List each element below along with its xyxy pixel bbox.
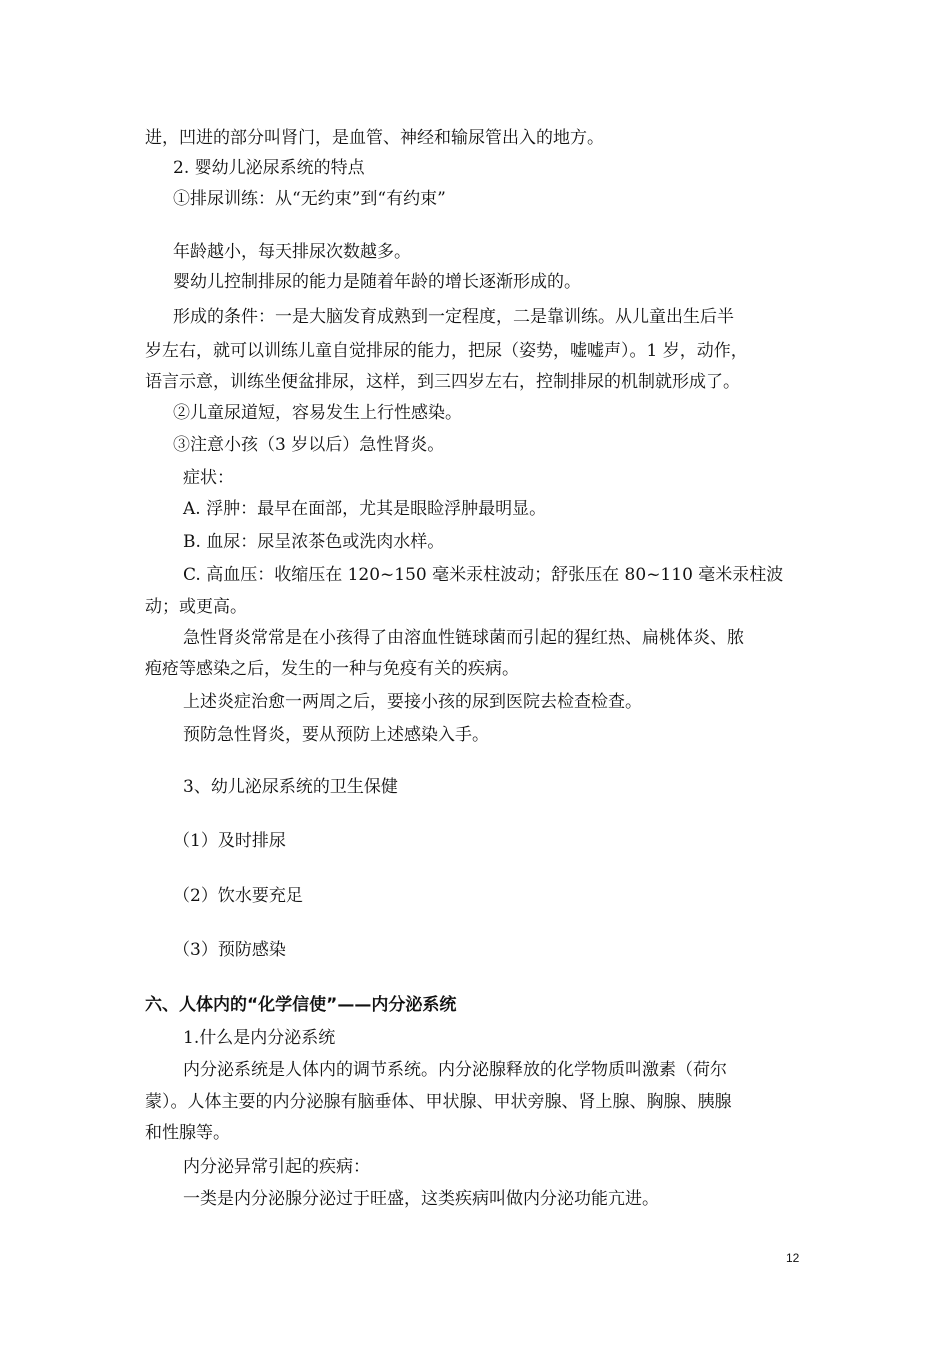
text-line: 内分泌异常引起的疾病：: [183, 1157, 370, 1177]
text-line: 形成的条件：一是大脑发育成熟到一定程度，二是靠训练。从儿童出生后半: [173, 307, 734, 327]
section-heading: 1.什么是内分泌系统: [183, 1028, 336, 1048]
page-number: 12: [786, 1251, 800, 1265]
text-line: 蒙）。人体主要的内分泌腺有脑垂体、甲状腺、甲状旁腺、肾上腺、胸腺、胰腺: [145, 1092, 732, 1112]
text-line: 疱疮等感染之后，发生的一种与免疫有关的疾病。: [145, 659, 519, 679]
section-heading: 3、幼儿泌尿系统的卫生保健: [183, 777, 398, 797]
list-item: （3）预防感染: [173, 940, 286, 960]
chapter-heading: 六、人体内的“化学信使”——内分泌系统: [145, 995, 457, 1015]
text-line: 2. 婴幼儿泌尿系统的特点: [173, 158, 365, 178]
text-line: 岁左右，就可以训练儿童自觉排尿的能力，把尿（姿势，嘘嘘声）。1 岁，动作，: [145, 341, 748, 361]
text-line: 年龄越小，每天排尿次数越多。: [173, 242, 411, 262]
list-item: （1）及时排尿: [173, 831, 286, 851]
text-line: ③注意小孩（3 岁以后）急性肾炎。: [173, 435, 445, 455]
text-line: 预防急性肾炎，要从预防上述感染入手。: [183, 725, 489, 745]
text-line: 上述炎症治愈一两周之后，要接小孩的尿到医院去检查检查。: [183, 692, 642, 712]
text-line: B. 血尿：尿呈浓茶色或洗肉水样。: [183, 532, 445, 552]
text-line: A. 浮肿：最早在面部，尤其是眼睑浮肿最明显。: [183, 499, 547, 519]
text-line: ②儿童尿道短，容易发生上行性感染。: [173, 403, 462, 423]
text-line: 动；或更高。: [145, 597, 247, 617]
text-line: 内分泌系统是人体内的调节系统。内分泌腺释放的化学物质叫激素（荷尔: [183, 1060, 727, 1080]
text-line: ①排尿训练：从“无约束”到“有约束”: [173, 189, 446, 209]
text-line: 进，凹进的部分叫肾门，是血管、神经和输尿管出入的地方。: [145, 128, 604, 148]
text-line: C. 高血压：收缩压在 120~150 毫米汞柱波动；舒张压在 80~110 毫米汞柱波: [183, 565, 784, 585]
text-line: 症状：: [183, 468, 234, 488]
text-line: 和性腺等。: [145, 1123, 230, 1143]
text-line: 一类是内分泌腺分泌过于旺盛，这类疾病叫做内分泌功能亢进。: [183, 1189, 659, 1209]
text-line: 急性肾炎常常是在小孩得了由溶血性链球菌而引起的猩红热、扁桃体炎、脓: [183, 628, 744, 648]
text-line: 婴幼儿控制排尿的能力是随着年龄的增长逐渐形成的。: [173, 272, 581, 292]
text-line: 语言示意，训练坐便盆排尿，这样，到三四岁左右，控制排尿的机制就形成了。: [145, 372, 740, 392]
list-item: （2）饮水要充足: [173, 886, 303, 906]
